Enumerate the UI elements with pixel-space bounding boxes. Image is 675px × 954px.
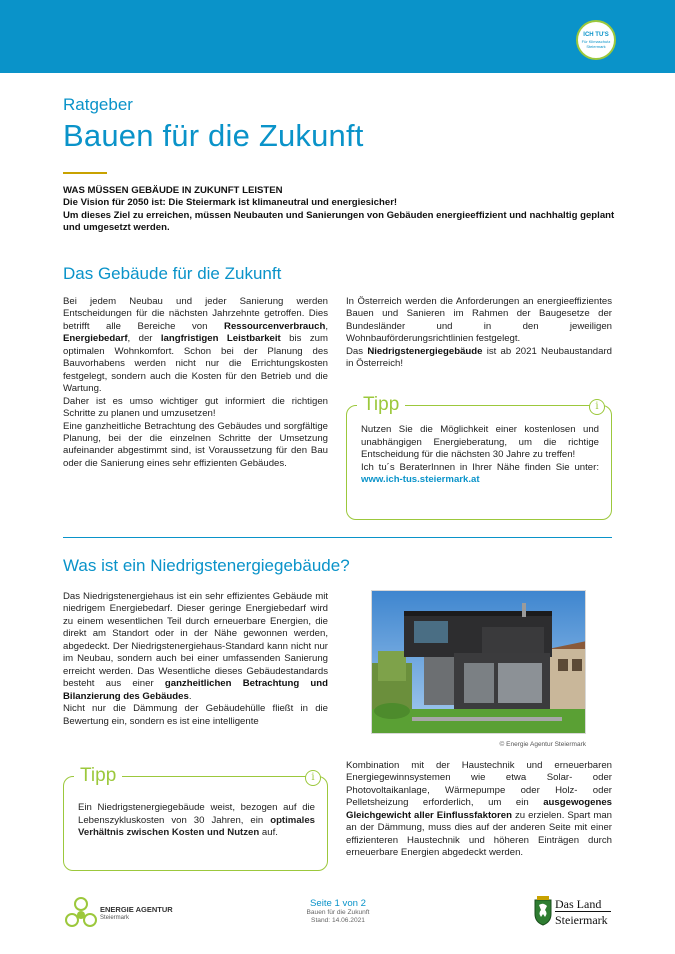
page-number: Seite 1 von 2 <box>309 898 366 909</box>
agency-name: ENERGIE AGENTUR <box>100 905 173 914</box>
kicker: Ratgeber <box>63 95 133 114</box>
paragraph: Bei jedem Neubau und jeder Sanierung werden Entscheidungen für die nächsten Jahrzehnte getroffen. Dies betrifft alle Bereiche von Ressourcenverbrauch, Energiebedarf, der langfristigen Leistbarkeit bis zum optimalen Wohnkomfort. Schon bei der Planung des Bauvorhabens werden nicht nur die Errichtungskosten festgelegt, sondern auch die Kosten für den Betrieb und die Wartung. <box>63 296 328 395</box>
section1-right-column <box>346 296 612 371</box>
logo-subtext: Für Klimaschutz Steiermark <box>581 38 611 49</box>
footer-doc-title: Bauen für die Zukunft <box>306 909 370 916</box>
section2-left-column <box>63 591 328 728</box>
footer-date: Stand: 14.06.2021 <box>311 917 365 924</box>
section-heading-future-building: Das Gebäude für die Zukunft <box>63 264 282 283</box>
paragraph: Kombination mit der Haustechnik und erneuerbaren Energiegewinnsystemen wie etwa Solar- oder Photovoltaikanlage, Wärmepumpe oder Holz- oder Pelletsheizung erforderlich, um ein ausgewogenes Gleichgewicht aller Einflussfaktoren zu erzielen. Spart man an der Dämmung, muss dies auf der anderen Seite mit einer effizienteren Haustechnik und höheren Einträgen durch erneuerbare Energien abgedeckt werden. <box>346 760 612 859</box>
section-divider <box>63 537 612 538</box>
paragraph: In Österreich werden die Anforderungen an energieeffizientes Bauen und Sanieren im Rahmen der Baugesetze der Bundesländer und in den jeweiligen Wohnbauförderungsrichtlinien festgelegt. <box>346 296 612 345</box>
agency-region: Steiermark <box>100 915 130 921</box>
footer-page-info <box>276 898 400 925</box>
logo-text: ICH TU'S <box>583 31 609 38</box>
tip-box-energy-consulting <box>346 394 612 520</box>
tip-label: Tipp <box>74 765 122 787</box>
paragraph: Das Niedrigstenergiegebäude ist ab 2021 Neubaustandard in Österreich! <box>346 345 612 370</box>
building-photo <box>371 590 586 734</box>
tip-box-cost-benefit <box>63 765 328 871</box>
steiermark-coat-of-arms-icon <box>533 896 553 926</box>
title-underline <box>63 172 107 174</box>
paragraph: Daher ist es umso wichtiger gut informiert die richtigen Schritte zu planen und umzusetzen! <box>63 395 328 420</box>
tip-label: Tipp <box>357 394 405 416</box>
land-line1: Das Land <box>555 897 602 911</box>
energie-agentur-emblem-icon <box>63 896 99 932</box>
energie-agentur-logo <box>63 896 203 932</box>
intro-heading: WAS MÜSSEN GEBÄUDE IN ZUKUNFT LEISTEN <box>63 185 283 196</box>
intro-block <box>63 185 623 234</box>
page-title: Bauen für die Zukunft <box>63 118 364 153</box>
paragraph: Das Niedrigstenergiehaus ist ein sehr effizientes Gebäude mit niedrigem Energiebedarf. Dieser geringe Energiebedarf wird zu einem wesentlichen Teil durch erneuerbare Energien, die direkt am Standort oder in der Nähe gewonnen werden, abgedeckt. Der Niedrigstenergiehaus-Standard kann nicht nur im Neubau, sondern auch bei einer umfassenden Sanierung erreicht werden. Das Wesentliche dieses Gebäudestandards besteht aus einer ganzheitlichen Betrachtung und Bilanzierung des Gebäudes. <box>63 591 328 702</box>
header-bar <box>0 0 675 73</box>
paragraph: Eine ganzheitliche Betrachtung des Gebäudes und sorgfältige Planung, bei der die einzelnen Schritte der Umsetzung aufeinander abgestimmt sind, ist Voraussetzung für den Bau oder die Sanierung eines sehr effizienten Gebäudes. <box>63 420 328 469</box>
section-heading-nzeb: Was ist ein Niedrigstenergiegebäude? <box>63 556 350 575</box>
ich-tus-logo <box>576 20 616 60</box>
land-steiermark-logo <box>533 896 613 930</box>
section1-left-column <box>63 296 328 470</box>
intro-vision: Die Vision für 2050 ist: Die Steiermark ist klimaneutral und energiesicher! <box>63 197 398 209</box>
land-rule <box>555 911 611 912</box>
photo-caption: © Energie Agentur Steiermark <box>499 741 586 748</box>
info-icon: i <box>589 399 605 415</box>
tip-text: Nutzen Sie die Möglichkeit einer kostenlosen und unabhängigen Energieberatung, um die richtige Entscheidung für die nächsten 30 Jahre zu treffen! Ich tu´s BeraterInnen in Ihrer Nähe finden Sie unter: www.ich-tus.steiermark.at <box>361 424 599 485</box>
paragraph: Nicht nur die Dämmung der Gebäudehülle fließt in die Bewertung ein, sondern es ist eine intelligente <box>63 703 328 727</box>
intro-goal: Um dieses Ziel zu erreichen, müssen Neubauten und Sanierungen von Gebäuden energieeffizient und nachhaltig geplant und umgesetzt werden. <box>63 209 615 233</box>
ich-tus-link[interactable]: www.ich-tus.steiermark.at <box>361 474 480 485</box>
section2-right-column <box>346 760 612 860</box>
land-line2: Steiermark <box>555 913 608 927</box>
tip-text: Ein Niedrigstenergiegebäude weist, bezogen auf die Lebenszykluskosten von 30 Jahren, ein optimales Verhältnis zwischen Kosten und Nutzen auf. <box>78 802 315 838</box>
info-icon: i <box>305 770 321 786</box>
